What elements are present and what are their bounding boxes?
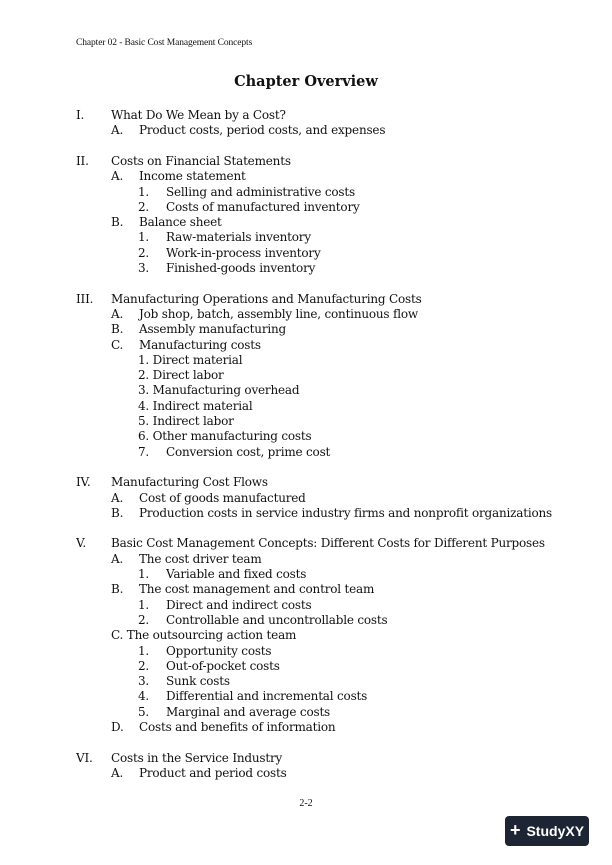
subitem-marker: 1. [138, 230, 150, 245]
subitem-text: Finished-goods inventory [166, 261, 316, 275]
subitem-text: Controllable and uncontrollable costs [166, 612, 388, 627]
item-marker: A. [111, 306, 124, 321]
chapter-header: Chapter 02 - Basic Cost Management Concepts [76, 38, 253, 48]
section-number: VI. [76, 750, 93, 765]
item-marker: D. [111, 720, 124, 734]
subitem-marker: 2. [138, 199, 150, 214]
item-text: Production costs in service industry firms and nonprofit organizations [139, 505, 553, 520]
item-marker: B. [111, 582, 124, 597]
section-title: Costs in the Service Industry [111, 750, 283, 765]
section-number: III. [76, 291, 94, 306]
subitem-text: Differential and incremental costs [166, 689, 368, 704]
item-marker: A. [111, 765, 124, 780]
section-title: Manufacturing Cost Flows [111, 475, 268, 490]
plus-icon: + [509, 820, 521, 840]
subitem-text: Direct and indirect costs [166, 597, 312, 612]
item-text: Balance sheet [139, 215, 222, 230]
subitem-text: 4. Indirect material [138, 398, 253, 413]
item-marker: B. [111, 215, 124, 230]
item-marker: A. [111, 169, 124, 184]
subitem-text: Opportunity costs [166, 643, 272, 658]
section-title: Costs on Financial Statements [111, 153, 291, 168]
item-marker: A. [111, 490, 124, 505]
subitem-marker: 1. [138, 184, 150, 199]
item-text: Costs and benefits of information [139, 720, 336, 734]
item-text: Job shop, batch, assembly line, continuous flow [139, 306, 418, 321]
subitem-text: 1. Direct material [138, 352, 243, 367]
item-marker: B. [111, 505, 124, 520]
subitem-text: Work-in-process inventory [166, 245, 321, 260]
item-text: Product and period costs [139, 765, 287, 780]
subitem-marker: 1. [138, 597, 150, 612]
item-text: Product costs, period costs, and expenses [139, 123, 386, 138]
subitem-text: 5. Indirect labor [138, 414, 234, 428]
brand-badge[interactable] [505, 816, 589, 846]
subitem-text: Marginal and average costs [166, 704, 331, 719]
subitem-marker: 1. [138, 643, 150, 658]
section-number: IV. [76, 475, 91, 490]
item-text: Assembly manufacturing [139, 322, 287, 337]
subitem-text: Costs of manufactured inventory [166, 199, 360, 214]
item-text: Income statement [139, 169, 246, 184]
page-title: Chapter Overview [234, 73, 378, 90]
item-text: Manufacturing costs [139, 337, 261, 352]
subitem-text: Conversion cost, prime cost [166, 444, 331, 459]
subitem-text: Raw-materials inventory [166, 230, 311, 245]
subitem-marker: 2. [138, 612, 150, 627]
section-title: What Do We Mean by a Cost? [111, 108, 286, 122]
subitem-marker: 2. [138, 245, 150, 260]
subitem-text: 6. Other manufacturing costs [138, 429, 312, 444]
item-text: The cost management and control team [139, 582, 375, 597]
subitem-text: Selling and administrative costs [166, 184, 355, 199]
item-marker: A. [111, 123, 124, 138]
item-marker: B. [111, 322, 124, 337]
subitem-marker: 7. [138, 444, 150, 459]
item-text: The cost driver team [139, 551, 262, 566]
section-number: I. [76, 108, 85, 122]
item-marker: A. [111, 551, 124, 566]
section-number: II. [76, 153, 89, 168]
subitem-text: Out-of-pocket costs [166, 658, 280, 673]
subitem-marker: 5. [138, 704, 150, 719]
section-title: Basic Cost Management Concepts: Different Costs for Different Purposes [111, 536, 545, 551]
brand-name: StudyXY [526, 823, 585, 839]
subitem-text: 2. Direct labor [138, 368, 224, 383]
subitem-text: 3. Manufacturing overhead [138, 383, 300, 398]
subitem-marker: 3. [138, 674, 150, 689]
subitem-marker: 2. [138, 658, 150, 673]
subitem-marker: 1. [138, 567, 150, 581]
page-number: 2-2 [299, 798, 313, 809]
section-title: Manufacturing Operations and Manufacturing Costs [111, 291, 422, 306]
subitem-marker: 4. [138, 689, 150, 704]
item-text: Cost of goods manufactured [139, 490, 306, 505]
item-text: C. The outsourcing action team [111, 628, 297, 643]
subitem-text: Variable and fixed costs [166, 567, 307, 581]
subitem-text: Sunk costs [166, 674, 230, 689]
section-number: V. [76, 536, 86, 551]
subitem-marker: 3. [138, 261, 150, 275]
item-marker: C. [111, 337, 124, 352]
